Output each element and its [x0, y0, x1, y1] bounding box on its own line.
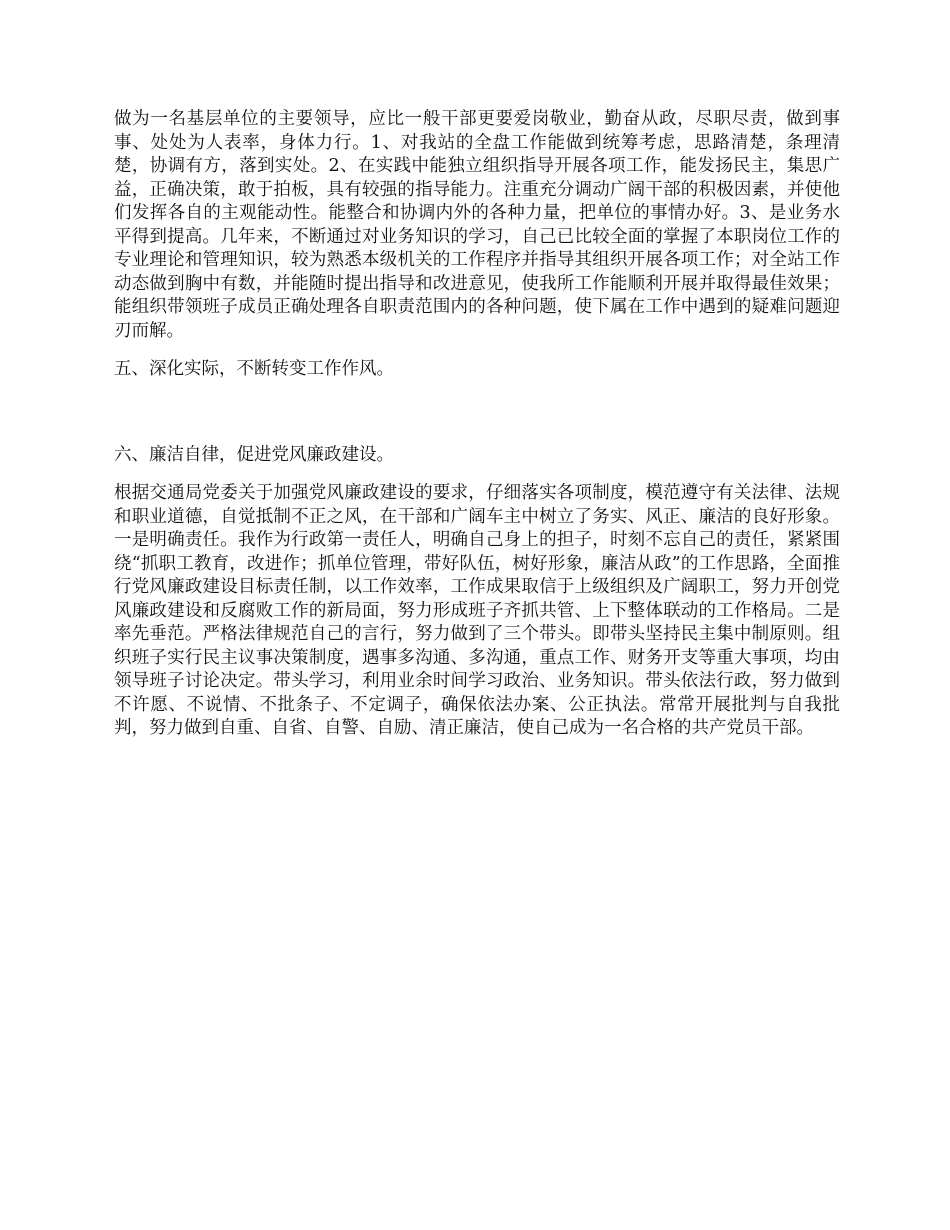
document-page: [114, 108, 840, 756]
paragraph-leadership: 做为一名基层单位的主要领导，应比一般干部更要爱岗敬业，勤奋从政，尽职尽责，做到事事、处处为人表率，身体力行。1、对我站的全盘工作能做到统筹考虑，思路清楚，条理清楚，协调有方，落到实处。2、在实践中能独立组织指导开展各项工作，能发扬民主，集思广益，正确决策，敢于拍板，具有较强的指导能力。注重充分调动广阔干部的积极因素，并使他们发挥各自的主观能动性。能整合和协调内外的各种力量，把单位的事情办好。3、是业务水平得到提高。几年来，不断通过对业务知识的学习，自己已比较全面的掌握了本职岗位工作的专业理论和管理知识，较为熟悉本级机关的工作程序并指导其组织开展各项工作；对全站工作动态做到胸中有数，并能随时提出指导和改进意见，使我所工作能顺利开展并取得最佳效果；能组织带领班子成员正确处理各自职责范围内的各种问题，使下属在工作中遇到的疑难问题迎刃而解。: [114, 109, 840, 341]
section-heading-six: 六、廉洁自律，促进党风廉政建设。: [114, 444, 394, 465]
paragraph-integrity: 根据交通局党委关于加强党风廉政建设的要求，仔细落实各项制度，模范遵守有关法律、法规和职业道德，自觉抵制不正之风，在干部和广阔车主中树立了务实、风正、廉洁的良好形象。一是明确责任。我作为行政第一责任人，明确自己身上的担子，时刻不忘自己的责任，紧紧围绕“抓职工教育，改进作；抓单位管理，带好队伍，树好形象，廉洁从政”的工作思路，全面推行党风廉政建设目标责任制，以工作效率，工作成果取信于上级组织及广阔职工，努力开创党风廉政建设和反腐败工作的新局面，努力形成班子齐抓共管、上下整体联动的工作格局。二是率先垂范。严格法律规范自己的言行，努力做到了三个带头。即带头坚持民主集中制原则。组织班子实行民主议事决策制度，遇事多沟通、多沟通，重点工作、财务开支等重大事项，均由领导班子讨论决定。带头学习，利用业余时间学习政治、业务知识。带头依法行政，努力做到不许愿、不说情、不批条子、不定调子，确保依法办案、公正执法。常常开展批判与自我批判，努力做到自重、自省、自警、自励、清正廉洁，使自己成为一名合格的共产党员干部。: [114, 483, 840, 738]
blank-spacer: [114, 397, 840, 444]
section-heading-five: 五、深化实际，不断转变工作作风。: [114, 359, 394, 379]
